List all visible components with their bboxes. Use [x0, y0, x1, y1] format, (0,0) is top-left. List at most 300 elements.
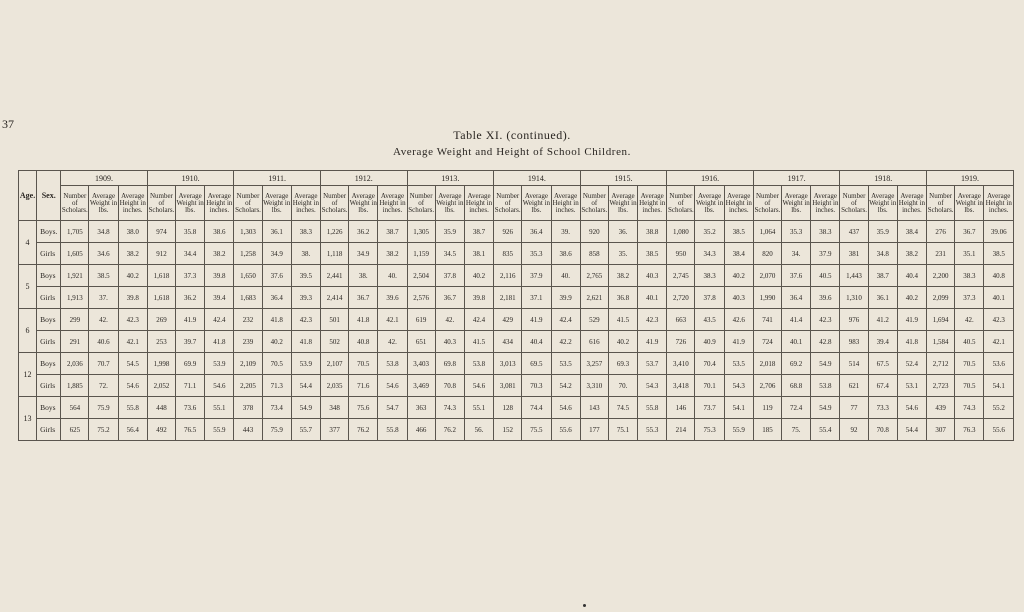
height-cell: 42.3 [118, 309, 147, 331]
weight-cell: 41.5 [608, 309, 637, 331]
count-cell: 1,226 [320, 221, 348, 243]
height-cell: 42.3 [984, 309, 1014, 331]
height-cell: 55.3 [638, 419, 667, 441]
year-header: 1918. [840, 171, 927, 186]
count-cell: 378 [234, 397, 262, 419]
weight-cell: 40.3 [435, 331, 464, 353]
count-cell: 231 [927, 243, 955, 265]
height-cell: 37.9 [811, 243, 840, 265]
weight-cell: 75.6 [349, 397, 378, 419]
weight-cell: 36.4 [782, 287, 811, 309]
sex-cell: Girls [37, 375, 61, 397]
sex-cell: Girls [37, 287, 61, 309]
weight-cell: 41.8 [262, 309, 291, 331]
count-cell: 307 [927, 419, 955, 441]
weight-cell: 70.5 [349, 353, 378, 375]
count-cell: 128 [494, 397, 522, 419]
table-row [19, 265, 1014, 287]
count-cell: 3,418 [667, 375, 695, 397]
sex-header: Sex. [37, 171, 61, 221]
table-row [19, 287, 1014, 309]
height-cell: 38.7 [464, 221, 493, 243]
height-cell: 41.8 [205, 331, 234, 353]
count-cell: 363 [407, 397, 435, 419]
count-cell: 920 [580, 221, 608, 243]
height-cell: 38.1 [464, 243, 493, 265]
count-cell: 3,403 [407, 353, 435, 375]
height-cell: 39. [551, 221, 580, 243]
height-cell: 55.9 [724, 419, 753, 441]
sex-cell: Girls [37, 419, 61, 441]
average-weight-header: Average Weight in lbs. [262, 186, 291, 221]
year-header: 1910. [147, 171, 234, 186]
average-weight-header: Average Weight in lbs. [955, 186, 984, 221]
height-cell: 53.5 [551, 353, 580, 375]
height-cell: 39.6 [811, 287, 840, 309]
count-cell: 2,099 [927, 287, 955, 309]
weight-cell: 40.1 [782, 331, 811, 353]
weight-cell: 34.9 [349, 243, 378, 265]
count-cell: 2,621 [580, 287, 608, 309]
count-cell: 2,070 [753, 265, 781, 287]
weight-cell: 71.1 [176, 375, 205, 397]
year-header: 1916. [667, 171, 754, 186]
average-height-header: Average Height in inches. [378, 186, 407, 221]
count-cell: 2,205 [234, 375, 262, 397]
table-row [19, 309, 1014, 331]
count-cell: 1,584 [927, 331, 955, 353]
weight-cell: 74.3 [435, 397, 464, 419]
weight-cell: 35.3 [782, 221, 811, 243]
height-cell: 38.2 [378, 243, 407, 265]
height-cell: 38.8 [638, 221, 667, 243]
height-cell: 38.5 [984, 243, 1014, 265]
count-cell: 651 [407, 331, 435, 353]
weight-cell: 69.5 [522, 353, 551, 375]
count-cell: 492 [147, 419, 175, 441]
height-cell: 42.1 [118, 331, 147, 353]
count-cell: 1,443 [840, 265, 868, 287]
table-header [19, 171, 1014, 221]
height-cell: 40. [551, 265, 580, 287]
count-cell: 177 [580, 419, 608, 441]
year-header: 1919. [927, 171, 1014, 186]
height-cell: 40.1 [984, 287, 1014, 309]
height-cell: 39.4 [205, 287, 234, 309]
height-cell: 54.6 [205, 375, 234, 397]
average-weight-header: Average Weight in lbs. [608, 186, 637, 221]
average-weight-header: Average Weight in lbs. [868, 186, 897, 221]
weight-cell: 35.2 [695, 221, 724, 243]
height-cell: 41.8 [291, 331, 320, 353]
weight-cell: 35.8 [176, 221, 205, 243]
height-cell: 40.2 [118, 265, 147, 287]
height-cell: 38.7 [378, 221, 407, 243]
height-cell: 38.6 [551, 243, 580, 265]
weight-cell: 35.9 [435, 221, 464, 243]
count-cell: 1,618 [147, 287, 175, 309]
count-cell: 1,605 [61, 243, 89, 265]
count-cell: 77 [840, 397, 868, 419]
table-row [19, 353, 1014, 375]
average-height-header: Average Height in inches. [811, 186, 840, 221]
height-cell: 54.6 [897, 397, 926, 419]
data-table-container [18, 170, 1014, 441]
weight-cell: 41.9 [522, 309, 551, 331]
height-cell: 39.8 [118, 287, 147, 309]
count-cell: 143 [580, 397, 608, 419]
height-cell: 55.7 [291, 419, 320, 441]
height-cell: 54.4 [897, 419, 926, 441]
table-row [19, 221, 1014, 243]
weight-cell: 73.6 [176, 397, 205, 419]
height-cell: 42.3 [291, 309, 320, 331]
height-cell: 40.4 [897, 265, 926, 287]
sex-cell: Boys [37, 265, 61, 287]
count-cell: 3,410 [667, 353, 695, 375]
count-cell: 741 [753, 309, 781, 331]
count-cell: 1,998 [147, 353, 175, 375]
count-cell: 1,080 [667, 221, 695, 243]
count-cell: 2,200 [927, 265, 955, 287]
weight-cell: 75.9 [89, 397, 118, 419]
height-cell: 40.3 [724, 287, 753, 309]
height-cell: 38.2 [897, 243, 926, 265]
height-cell: 39.8 [464, 287, 493, 309]
count-cell: 377 [320, 419, 348, 441]
count-cell: 2,720 [667, 287, 695, 309]
weight-cell: 73.4 [262, 397, 291, 419]
number-of-scholars-header: Number of Scholars. [320, 186, 348, 221]
height-cell: 55.8 [378, 419, 407, 441]
average-weight-header: Average Weight in lbs. [349, 186, 378, 221]
height-cell: 40. [378, 265, 407, 287]
average-height-header: Average Height in inches. [118, 186, 147, 221]
weight-cell: 76.3 [955, 419, 984, 441]
height-cell: 42.2 [551, 331, 580, 353]
weight-cell: 70.8 [435, 375, 464, 397]
height-cell: 55.4 [811, 419, 840, 441]
height-cell: 54.2 [551, 375, 580, 397]
height-cell: 39.6 [378, 287, 407, 309]
count-cell: 724 [753, 331, 781, 353]
age-cell: 6 [19, 309, 37, 353]
weight-cell: 37.3 [955, 287, 984, 309]
weight-cell: 40.4 [522, 331, 551, 353]
count-cell: 1,618 [147, 265, 175, 287]
height-cell: 54.1 [724, 397, 753, 419]
height-cell: 54.6 [464, 375, 493, 397]
count-cell: 1,650 [234, 265, 262, 287]
weight-cell: 40.8 [349, 331, 378, 353]
height-cell: 53.8 [378, 353, 407, 375]
count-cell: 437 [840, 221, 868, 243]
weight-cell: 36.4 [522, 221, 551, 243]
weight-cell: 70.3 [522, 375, 551, 397]
average-weight-header: Average Weight in lbs. [89, 186, 118, 221]
count-cell: 858 [580, 243, 608, 265]
weight-cell: 41.9 [176, 309, 205, 331]
count-cell: 185 [753, 419, 781, 441]
count-cell: 820 [753, 243, 781, 265]
count-cell: 119 [753, 397, 781, 419]
count-cell: 1,118 [320, 243, 348, 265]
height-cell: 41.5 [464, 331, 493, 353]
height-cell: 53.8 [811, 375, 840, 397]
count-cell: 152 [494, 419, 522, 441]
height-cell: 55.6 [551, 419, 580, 441]
weight-cell: 34.8 [868, 243, 897, 265]
weight-cell: 69.8 [435, 353, 464, 375]
weight-cell: 72.4 [782, 397, 811, 419]
height-cell: 39.8 [205, 265, 234, 287]
height-cell: 55.8 [118, 397, 147, 419]
weight-cell: 38. [349, 265, 378, 287]
average-weight-header: Average Weight in lbs. [782, 186, 811, 221]
count-cell: 2,765 [580, 265, 608, 287]
weight-cell: 34.3 [695, 243, 724, 265]
average-height-header: Average Height in inches. [464, 186, 493, 221]
table-row [19, 375, 1014, 397]
weight-cell: 36.8 [608, 287, 637, 309]
average-weight-header: Average Weight in lbs. [695, 186, 724, 221]
count-cell: 1,683 [234, 287, 262, 309]
weight-cell: 71.6 [349, 375, 378, 397]
sex-cell: Girls [37, 331, 61, 353]
weight-cell: 34.4 [176, 243, 205, 265]
weight-cell: 69.9 [176, 353, 205, 375]
count-cell: 1,694 [927, 309, 955, 331]
weight-cell: 68.8 [782, 375, 811, 397]
count-cell: 2,107 [320, 353, 348, 375]
count-cell: 299 [61, 309, 89, 331]
year-header: 1912. [320, 171, 407, 186]
table-subtitle: Average Weight and Height of School Children. [392, 146, 632, 158]
weight-cell: 75.3 [695, 419, 724, 441]
number-of-scholars-header: Number of Scholars. [840, 186, 868, 221]
count-cell: 1,258 [234, 243, 262, 265]
count-cell: 3,469 [407, 375, 435, 397]
height-cell: 53.9 [205, 353, 234, 375]
weight-cell: 37.9 [522, 265, 551, 287]
height-cell: 42.3 [638, 309, 667, 331]
number-of-scholars-header: Number of Scholars. [494, 186, 522, 221]
age-cell: 13 [19, 397, 37, 441]
count-cell: 2,116 [494, 265, 522, 287]
weight-cell: 38.2 [608, 265, 637, 287]
height-cell: 38.5 [638, 243, 667, 265]
number-of-scholars-header: Number of Scholars. [667, 186, 695, 221]
count-cell: 239 [234, 331, 262, 353]
weight-cell: 37.1 [522, 287, 551, 309]
count-cell: 2,576 [407, 287, 435, 309]
height-cell: 42. [378, 331, 407, 353]
age-header: Age. [19, 171, 37, 221]
weight-cell: 42. [955, 309, 984, 331]
average-weight-header: Average Weight in lbs. [522, 186, 551, 221]
height-cell: 54.4 [291, 375, 320, 397]
count-cell: 621 [840, 375, 868, 397]
weight-cell: 34. [782, 243, 811, 265]
sex-cell: Boys [37, 353, 61, 375]
count-cell: 974 [147, 221, 175, 243]
average-height-header: Average Height in inches. [638, 186, 667, 221]
weight-cell: 76.5 [176, 419, 205, 441]
weight-cell: 37.8 [695, 287, 724, 309]
weight-cell: 34.6 [89, 243, 118, 265]
height-weight-table [18, 170, 1014, 441]
height-cell: 55.1 [464, 397, 493, 419]
count-cell: 726 [667, 331, 695, 353]
year-header: 1909. [61, 171, 148, 186]
count-cell: 983 [840, 331, 868, 353]
count-cell: 1,305 [407, 221, 435, 243]
age-cell: 4 [19, 221, 37, 265]
weight-cell: 35.9 [868, 221, 897, 243]
weight-cell: 70.8 [868, 419, 897, 441]
age-cell: 5 [19, 265, 37, 309]
height-cell: 38.4 [897, 221, 926, 243]
height-cell: 40.3 [638, 265, 667, 287]
number-of-scholars-header: Number of Scholars. [234, 186, 262, 221]
count-cell: 2,018 [753, 353, 781, 375]
count-cell: 2,723 [927, 375, 955, 397]
count-cell: 619 [407, 309, 435, 331]
count-cell: 439 [927, 397, 955, 419]
count-cell: 1,303 [234, 221, 262, 243]
height-cell: 38.0 [118, 221, 147, 243]
count-cell: 564 [61, 397, 89, 419]
count-cell: 253 [147, 331, 175, 353]
height-cell: 55.1 [205, 397, 234, 419]
sex-cell: Boys [37, 397, 61, 419]
height-cell: 40.1 [638, 287, 667, 309]
sex-cell: Boys. [37, 221, 61, 243]
weight-cell: 70. [608, 375, 637, 397]
height-cell: 38.6 [205, 221, 234, 243]
count-cell: 2,441 [320, 265, 348, 287]
number-of-scholars-header: Number of Scholars. [753, 186, 781, 221]
weight-cell: 71.3 [262, 375, 291, 397]
height-cell: 55.8 [638, 397, 667, 419]
average-height-header: Average Height in inches. [724, 186, 753, 221]
height-cell: 38.4 [724, 243, 753, 265]
count-cell: 1,310 [840, 287, 868, 309]
weight-cell: 34.9 [262, 243, 291, 265]
count-cell: 616 [580, 331, 608, 353]
height-cell: 39.06 [984, 221, 1014, 243]
count-cell: 348 [320, 397, 348, 419]
height-cell: 38.3 [291, 221, 320, 243]
weight-cell: 67.4 [868, 375, 897, 397]
number-of-scholars-header: Number of Scholars. [407, 186, 435, 221]
height-cell: 40.2 [897, 287, 926, 309]
count-cell: 3,081 [494, 375, 522, 397]
height-cell: 38.2 [205, 243, 234, 265]
weight-cell: 74.3 [955, 397, 984, 419]
height-cell: 41.9 [897, 309, 926, 331]
height-cell: 54.7 [378, 397, 407, 419]
height-cell: 42.4 [551, 309, 580, 331]
count-cell: 276 [927, 221, 955, 243]
height-cell: 42.8 [811, 331, 840, 353]
count-cell: 232 [234, 309, 262, 331]
weight-cell: 75. [782, 419, 811, 441]
average-weight-header: Average Weight in lbs. [176, 186, 205, 221]
weight-cell: 75.5 [522, 419, 551, 441]
weight-cell: 36.7 [955, 221, 984, 243]
height-cell: 53.5 [724, 353, 753, 375]
page-number: 37 [2, 117, 14, 131]
count-cell: 2,035 [320, 375, 348, 397]
height-cell: 42.6 [724, 309, 753, 331]
height-cell: 54.6 [118, 375, 147, 397]
height-cell: 55.6 [984, 419, 1014, 441]
weight-cell: 36.4 [262, 287, 291, 309]
height-cell: 42.4 [464, 309, 493, 331]
weight-cell: 36.2 [176, 287, 205, 309]
weight-cell: 40.2 [262, 331, 291, 353]
height-cell: 40.2 [464, 265, 493, 287]
height-cell: 53.1 [897, 375, 926, 397]
weight-cell: 73.3 [868, 397, 897, 419]
count-cell: 663 [667, 309, 695, 331]
count-cell: 2,414 [320, 287, 348, 309]
weight-cell: 41.2 [868, 309, 897, 331]
height-cell: 38.5 [724, 221, 753, 243]
count-cell: 514 [840, 353, 868, 375]
count-cell: 502 [320, 331, 348, 353]
count-cell: 529 [580, 309, 608, 331]
weight-cell: 76.2 [435, 419, 464, 441]
weight-cell: 37.8 [435, 265, 464, 287]
count-cell: 2,036 [61, 353, 89, 375]
number-of-scholars-header: Number of Scholars. [580, 186, 608, 221]
weight-cell: 36.7 [435, 287, 464, 309]
year-header: 1915. [580, 171, 667, 186]
weight-cell: 70.1 [695, 375, 724, 397]
count-cell: 2,745 [667, 265, 695, 287]
weight-cell: 73.7 [695, 397, 724, 419]
weight-cell: 35.3 [522, 243, 551, 265]
weight-cell: 38.7 [868, 265, 897, 287]
height-cell: 41.9 [724, 331, 753, 353]
count-cell: 2,504 [407, 265, 435, 287]
weight-cell: 39.7 [176, 331, 205, 353]
weight-cell: 40.6 [89, 331, 118, 353]
year-header: 1917. [753, 171, 840, 186]
weight-cell: 42. [435, 309, 464, 331]
age-cell: 12 [19, 353, 37, 397]
count-cell: 2,712 [927, 353, 955, 375]
average-weight-header: Average Weight in lbs. [435, 186, 464, 221]
weight-cell: 39.4 [868, 331, 897, 353]
height-cell: 38.2 [118, 243, 147, 265]
sex-cell: Girls [37, 243, 61, 265]
weight-cell: 74.5 [608, 397, 637, 419]
count-cell: 381 [840, 243, 868, 265]
height-cell: 54.6 [378, 375, 407, 397]
average-height-header: Average Height in inches. [897, 186, 926, 221]
weight-cell: 74.4 [522, 397, 551, 419]
height-cell: 53.8 [464, 353, 493, 375]
count-cell: 950 [667, 243, 695, 265]
weight-cell: 37.6 [782, 265, 811, 287]
weight-cell: 36.1 [262, 221, 291, 243]
height-cell: 53.7 [638, 353, 667, 375]
weight-cell: 41.4 [782, 309, 811, 331]
count-cell: 2,052 [147, 375, 175, 397]
